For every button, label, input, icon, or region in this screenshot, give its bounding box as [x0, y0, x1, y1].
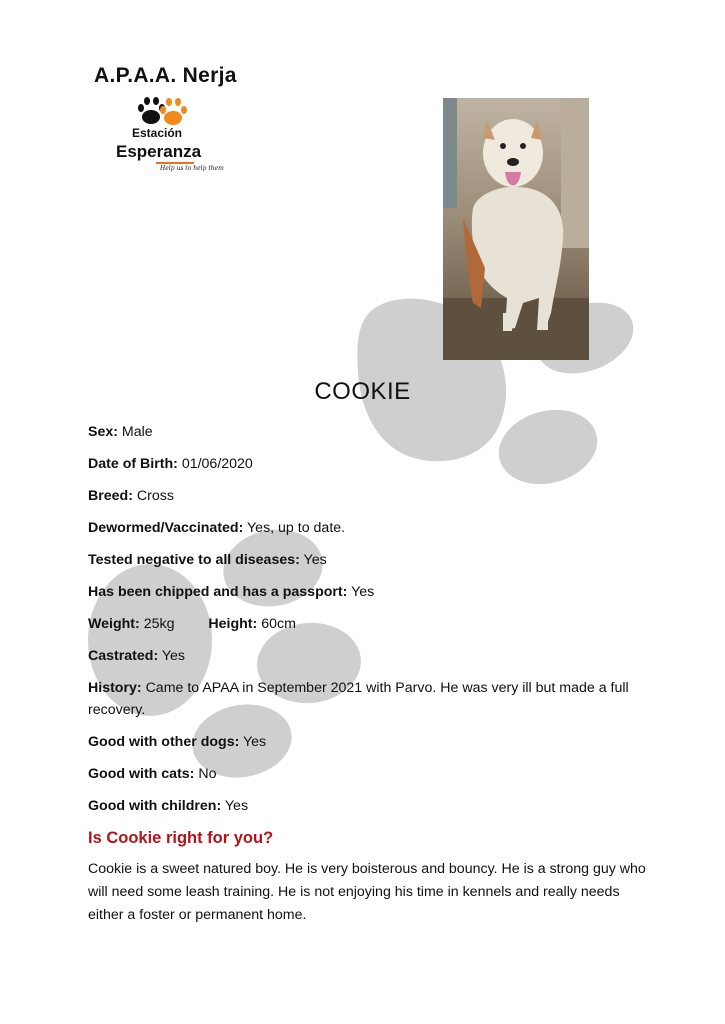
- field-dewormed: [88, 517, 648, 539]
- section-heading: Is Cookie right for you?: [88, 829, 274, 847]
- field-good-with-dogs: [88, 731, 648, 753]
- field-value: No: [198, 766, 217, 782]
- field-label: Good with other dogs:: [88, 734, 240, 750]
- field-value: Yes: [243, 734, 267, 750]
- field-chipped: [88, 581, 648, 603]
- logo-line1: Estación: [132, 126, 183, 140]
- field-sex: [88, 421, 648, 443]
- field-value: 25kg: [143, 616, 175, 632]
- field-breed: [88, 485, 648, 507]
- field-dob: [88, 453, 648, 475]
- field-label: Castrated:: [88, 648, 159, 664]
- logo-line2: Esperanza: [116, 142, 202, 161]
- field-good-with-children: [88, 795, 648, 817]
- field-label: History:: [88, 680, 142, 696]
- field-label: Good with children:: [88, 798, 222, 814]
- paw-prints-icon: [136, 95, 188, 127]
- apaa-nerja-logo: [86, 62, 246, 182]
- field-label: Breed:: [88, 488, 133, 504]
- field-label: Sex:: [88, 424, 118, 440]
- logo-title: A.P.A.A. Nerja: [94, 64, 237, 87]
- pet-info: [88, 421, 648, 927]
- field-value: Yes: [351, 584, 375, 600]
- field-value: Yes: [303, 552, 327, 568]
- field-weight-height: [88, 613, 648, 635]
- field-value: Yes, up to date.: [247, 520, 346, 536]
- field-label: Date of Birth:: [88, 456, 178, 472]
- field-tested: [88, 549, 648, 571]
- field-good-with-cats: [88, 763, 648, 785]
- logo-underline: [156, 162, 194, 164]
- field-castrated: [88, 645, 648, 667]
- field-value: 01/06/2020: [181, 456, 253, 472]
- field-value: Cross: [136, 488, 174, 504]
- field-value: Came to APAA in September 2021 with Parvo. He was very ill but made a full recovery.: [88, 680, 629, 718]
- field-value: Yes: [224, 798, 249, 814]
- dog-photo: [443, 98, 589, 360]
- logo-tagline: Help us to help them: [160, 165, 224, 172]
- field-label: Tested negative to all diseases:: [88, 552, 300, 568]
- field-value: Yes: [161, 648, 186, 664]
- field-label: Weight:: [88, 616, 140, 632]
- field-history: [88, 677, 648, 721]
- pet-name-title: COOKIE: [314, 378, 411, 405]
- field-label: Dewormed/Vaccinated:: [88, 520, 244, 536]
- field-label: Has been chipped and has a passport:: [88, 584, 348, 600]
- field-label: Height:: [208, 616, 258, 632]
- field-value: Male: [121, 424, 153, 440]
- field-value: 60cm: [261, 616, 296, 632]
- section-body: Cookie is a sweet natured boy. He is very boisterous and bouncy. He is a strong guy who will need some leash training. He is not enjoying his time in kennels and really needs either a foster or permanent home.: [88, 861, 646, 923]
- field-label: Good with cats:: [88, 766, 195, 782]
